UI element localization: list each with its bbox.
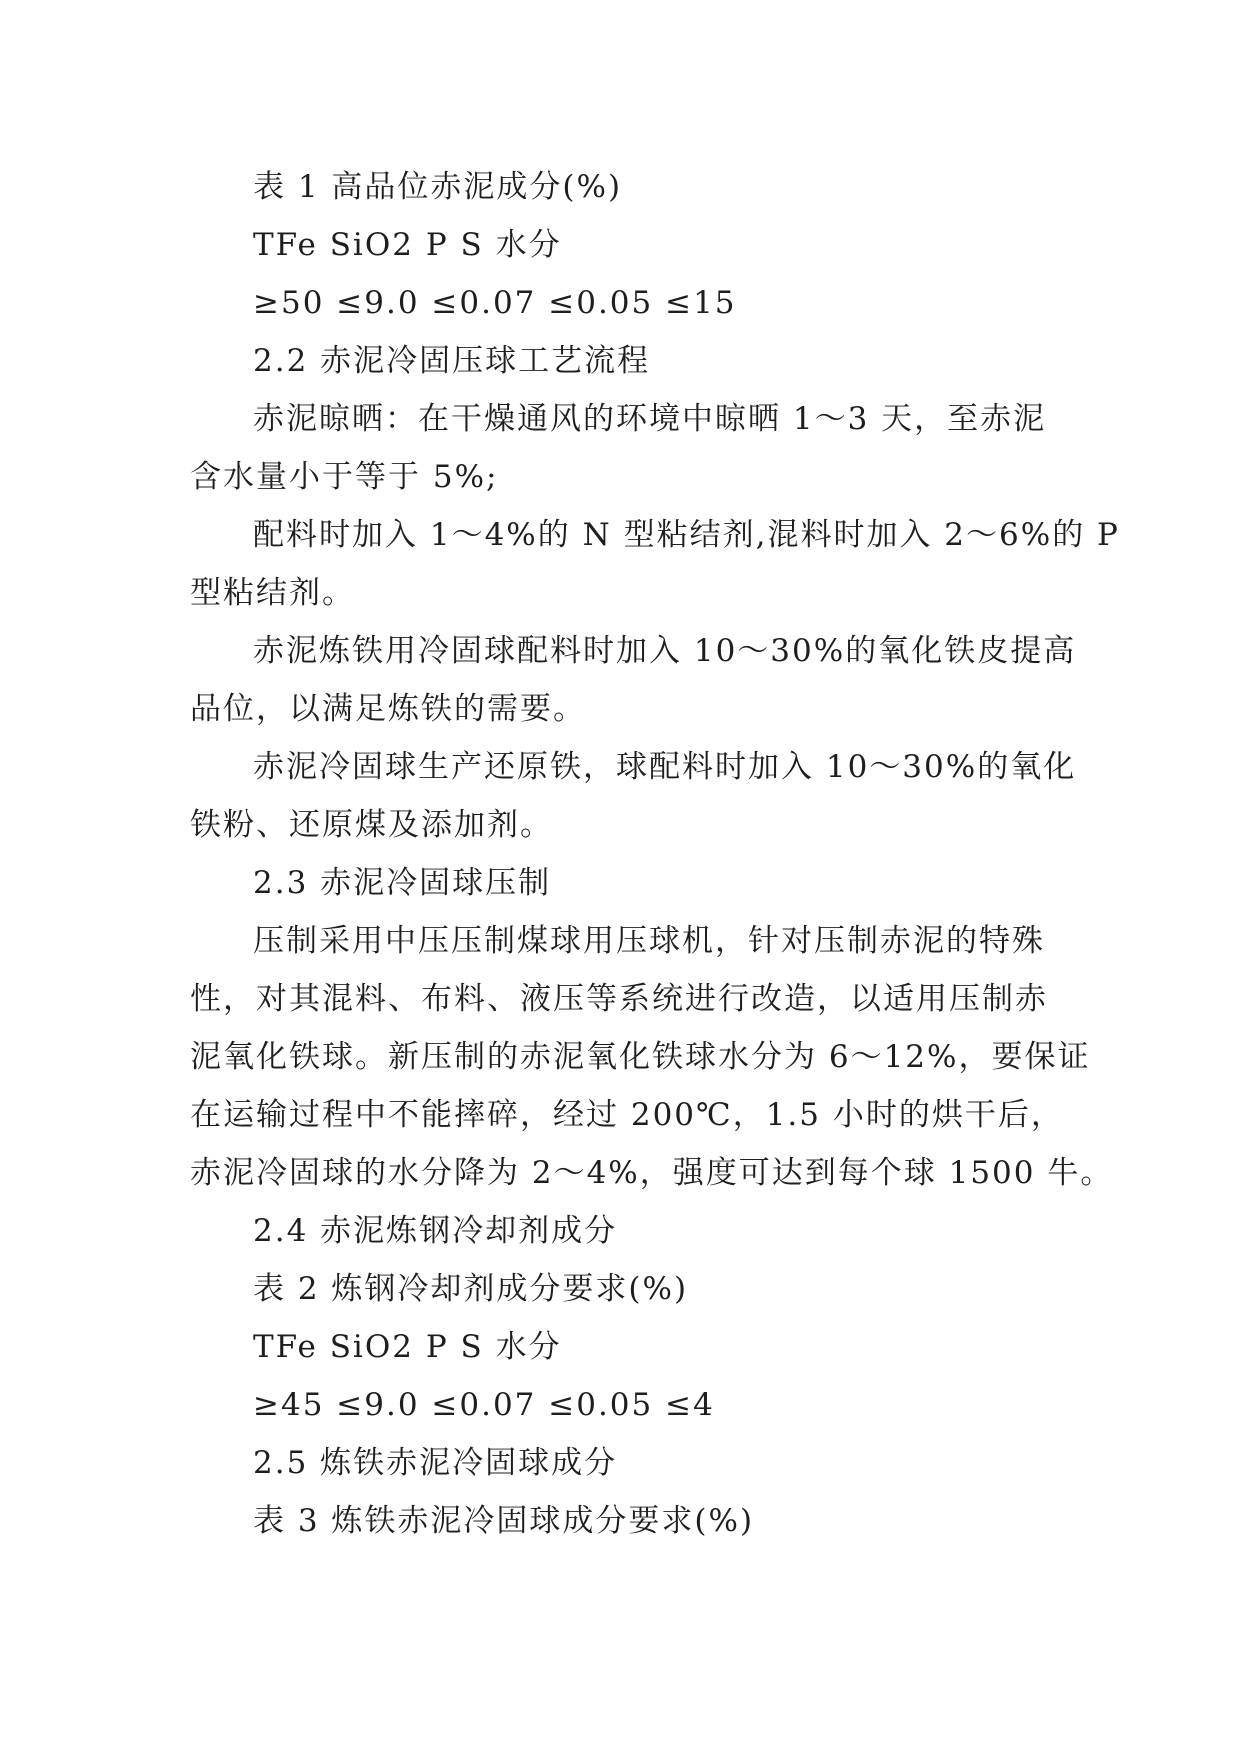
document-body xyxy=(190,158,1120,1550)
table-1-header-row: TFe SiO2 P S 水分 xyxy=(253,227,562,263)
section-2-5-heading: 2.5 炼铁赤泥冷固球成分 xyxy=(253,1445,618,1481)
paragraph-line: 配料时加入 1～4%的 N 型粘结剂,混料时加入 2～6%的 P xyxy=(253,517,1120,553)
section-2-4-heading: 2.4 赤泥炼钢冷却剂成分 xyxy=(253,1213,618,1249)
paragraph-line: 赤泥炼铁用冷固球配料时加入 10～30%的氧化铁皮提高 xyxy=(253,633,1077,669)
table-2-value-row: ≥45 ≤9.0 ≤0.07 ≤0.05 ≤4 xyxy=(253,1387,715,1423)
paragraph-line: 含水量小于等于 5%; xyxy=(190,459,499,495)
section-2-3-heading: 2.3 赤泥冷固球压制 xyxy=(253,865,552,901)
paragraph-line: 压制采用中压压制煤球用压球机，针对压制赤泥的特殊 xyxy=(253,923,1045,959)
paragraph-line: 赤泥冷固球生产还原铁，球配料时加入 10～30%的氧化 xyxy=(253,749,1077,785)
paragraph-line: 赤泥冷固球的水分降为 2～4%，强度可达到每个球 1500 牛。 xyxy=(190,1155,1114,1191)
paragraph-line: 在运输过程中不能摔碎，经过 200℃，1.5 小时的烘干后， xyxy=(190,1097,1064,1133)
section-2-2-heading: 2.2 赤泥冷固压球工艺流程 xyxy=(253,343,651,379)
paragraph-line: 铁粉、还原煤及添加剂。 xyxy=(190,807,553,843)
table-2-caption: 表 2 炼钢冷却剂成分要求(%) xyxy=(253,1271,689,1307)
paragraph-line: 泥氧化铁球。新压制的赤泥氧化铁球水分为 6～12%，要保证 xyxy=(190,1039,1091,1075)
paragraph-line: 性，对其混料、布料、液压等系统进行改造，以适用压制赤 xyxy=(190,981,1048,1017)
paragraph-line: 型粘结剂。 xyxy=(190,575,355,611)
table-1-caption: 表 1 高品位赤泥成分(%) xyxy=(253,169,623,205)
table-3-caption: 表 3 炼铁赤泥冷固球成分要求(%) xyxy=(253,1503,755,1539)
table-2-header-row: TFe SiO2 P S 水分 xyxy=(253,1329,562,1365)
paragraph-line: 品位，以满足炼铁的需要。 xyxy=(190,691,586,727)
table-1-value-row: ≥50 ≤9.0 ≤0.07 ≤0.05 ≤15 xyxy=(253,285,737,321)
paragraph-line: 赤泥晾晒：在干燥通风的环境中晾晒 1～3 天，至赤泥 xyxy=(253,401,1047,437)
